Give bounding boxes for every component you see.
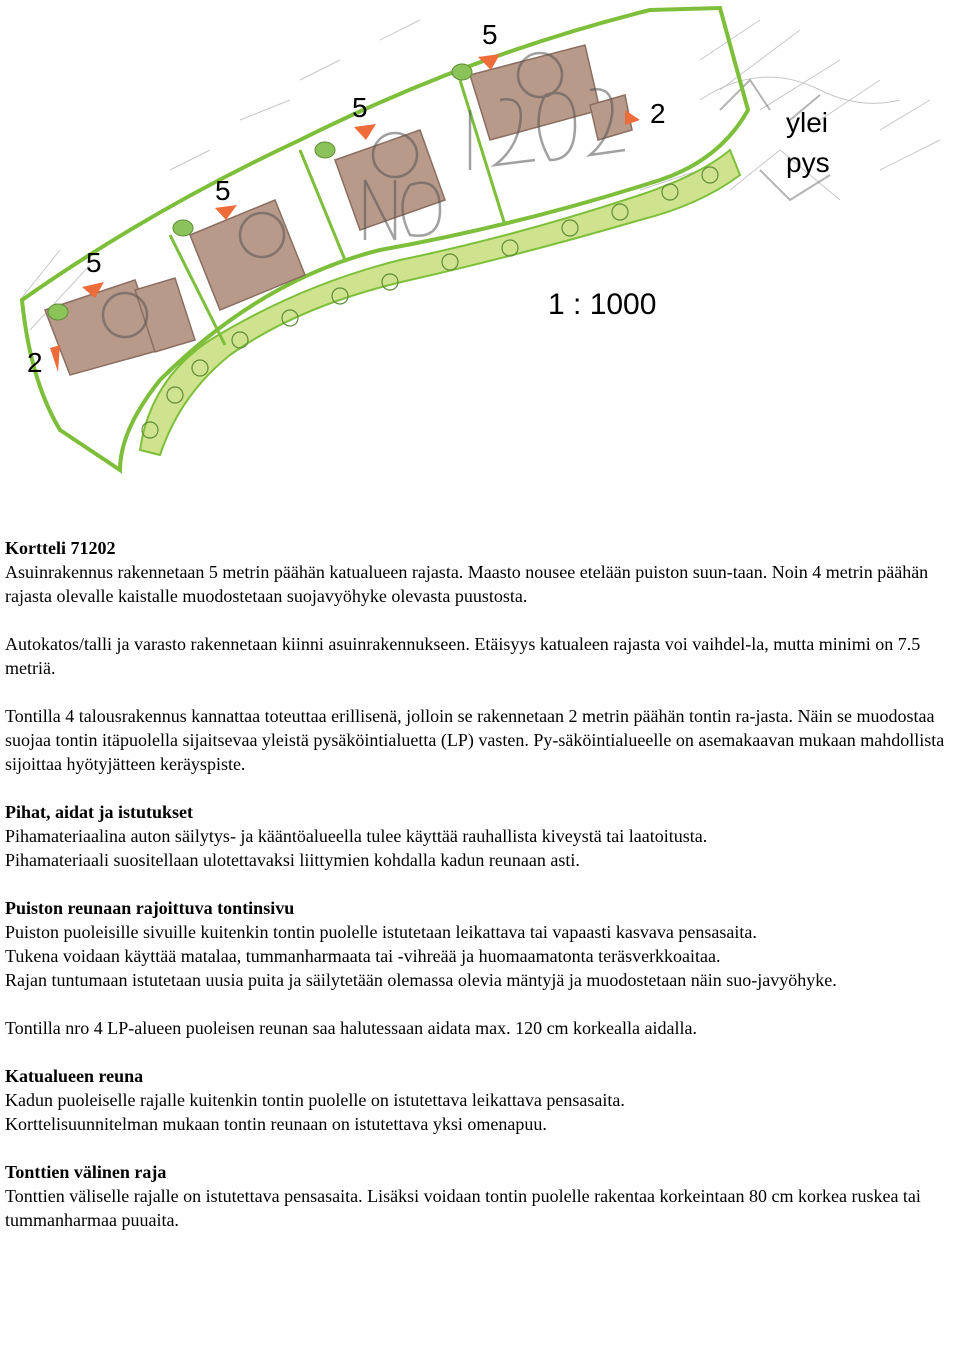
setback-label: 2 bbox=[27, 347, 43, 378]
building-plot-3 bbox=[335, 130, 445, 230]
block-outline bbox=[22, 8, 748, 470]
page-title: Kortteli 71202 bbox=[5, 538, 116, 558]
arrow-icon bbox=[50, 345, 60, 372]
section-line: Puiston puoleisille sivuille kuitenkin tontin puolelle istutetaan leikattava tai vapaasti kasvava pensasaita. bbox=[5, 922, 757, 942]
section-line: Tukena voidaan käyttää matalaa, tummanharmaata tai -vihreää ja huomaamatonta teräsverkkoaitaa. bbox=[5, 946, 721, 966]
section-line: Korttelisuunnitelman mukaan tontin reunaan on istutettava yksi omenapuu. bbox=[5, 1114, 547, 1134]
parking-label-line2: pys bbox=[786, 147, 830, 178]
setback-label: 5 bbox=[482, 19, 498, 50]
section-heading-valinen: Tonttien välinen raja bbox=[5, 1162, 167, 1182]
section-line: Tonttien väliselle rajalle on istutettava pensasaita. Lisäksi voidaan tontin puolelle rakentaa korkeintaan 80 cm korkea ruskea tai tummanharmaa puuaita. bbox=[5, 1186, 921, 1230]
section-line: Pihamateriaalina auton säilytys- ja kääntöalueella tulee käyttää rauhallista kiveystä tai laatoitusta. bbox=[5, 826, 708, 846]
section-heading-pihat: Pihat, aidat ja istutukset bbox=[5, 802, 194, 822]
setback-label: 5 bbox=[352, 92, 368, 123]
building-plot-2 bbox=[190, 200, 305, 310]
paragraph: Asuinrakennus rakennetaan 5 metrin päähän katualueen rajasta. Maasto nousee etelään puiston suun-taan. Noin 4 metrin päähän rajasta olevalle kaistalle muodostetaan suojavyöhyke olevasta puustosta. bbox=[5, 562, 929, 606]
paragraph: Tontilla 4 talousrakennus kannattaa toteuttaa erillisenä, jolloin se rakennetaan 2 metrin päähän tontin ra-jasta. Näin se muodostaa suojaa tontin itäpuolella sijaitsevaa yleistä pysäköintialuetta (LP) vasten. Py-säköintialueelle on asemakaavan mukaan mahdollista sijoittaa hyötyjätteen keräyspiste. bbox=[5, 706, 945, 774]
section-line: Pihamateriaali suositellaan ulotettavaksi liittymien kohdalla kadun reunaan asti. bbox=[5, 850, 580, 870]
section-line: Rajan tuntumaan istutetaan uusia puita ja säilytetään olemassa olevia mäntyjä ja muodostetaan näin suo-javyöhyke. bbox=[5, 970, 837, 990]
arrow-icon bbox=[625, 110, 640, 125]
paragraph: Autokatos/talli ja varasto rakennetaan kiinni asuinrakennukseen. Etäisyys katualeen rajasta voi vaihdel-la, mutta minimi on 7.5 metriä. bbox=[5, 634, 921, 678]
paragraph-tontti4: Tontilla nro 4 LP-alueen puoleisen reunan saa halutessaan aidata max. 120 cm korkealla aidalla. bbox=[5, 1018, 697, 1038]
section-heading-puisto: Puiston reunaan rajoittuva tontinsivu bbox=[5, 898, 295, 918]
tree-icon bbox=[48, 304, 68, 320]
document-body bbox=[5, 536, 955, 1232]
tree-icon bbox=[315, 142, 335, 158]
section-line: Kadun puoleiselle rajalle kuitenkin tontin puolelle on istutettava leikattava pensasaita. bbox=[5, 1090, 625, 1110]
tree-icon bbox=[173, 220, 193, 236]
scale-label: 1 : 1000 bbox=[548, 288, 657, 321]
setback-label: 5 bbox=[215, 175, 231, 206]
parking-label-line1: ylei bbox=[786, 107, 829, 138]
tree-icon bbox=[452, 64, 472, 80]
setback-label: 5 bbox=[86, 247, 102, 278]
site-plan-drawing bbox=[0, 0, 960, 500]
lp-parking-sketch bbox=[720, 80, 830, 200]
arrow-icon bbox=[354, 124, 376, 140]
setback-label: 2 bbox=[650, 98, 666, 129]
section-heading-katu: Katualueen reuna bbox=[5, 1066, 144, 1086]
